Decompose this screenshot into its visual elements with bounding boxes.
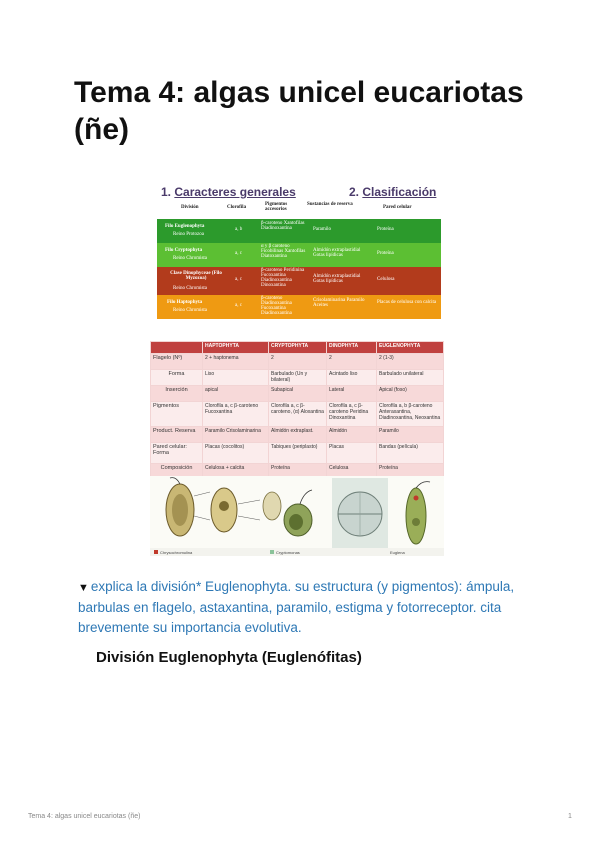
table-row-label: Product. Reserva [151,427,203,443]
characteristics-row [157,295,441,319]
toggle-text: explica la división* Euglenophyta. su estructura (y pigmentos): ámpula, barbulas en flagelo, astaxantina, paramilo, estigma y fotorreceptor. cita brevemente su importancia evolutiva. [78,579,515,635]
footer-page-number: 1 [568,813,572,820]
division-name: Filo Haptophyta [167,300,203,305]
table-row-label: Flagelo (Nº) [151,354,203,370]
table-cell: Lateral [327,386,377,402]
table-row [151,402,444,427]
table-header-cell [151,342,203,354]
caption-left: Chrysochromulina [160,550,193,555]
division-group: Reino Protozoa [173,232,204,237]
characteristics-row [157,243,441,267]
comparison-table-figure [150,341,443,475]
heading-text: Clasificación [362,185,437,199]
algae-illustrations [150,476,444,556]
pigments: β-caroteno Xantofilas Diadinoxantina [261,221,305,231]
characteristics-column-headers [157,202,441,218]
column-header: Pared celular [383,205,412,210]
division-name: Filo Cryptophyta [165,248,203,253]
cell-wall: Proteína [377,227,394,232]
caption-middle: Cryptomonas [276,550,300,555]
chlorophyll: a, c [235,251,242,256]
table-cell: Subapical [269,386,327,402]
table-row [151,370,444,386]
cell-wall: Celulosa [377,277,395,282]
caption-right: Euglena [390,550,405,555]
cell-wall: Placas de celulosa con calcita [377,300,437,305]
question-toggle[interactable] [78,577,548,638]
column-header: Sustancias de reserva [307,202,353,207]
table-row-label: Pigmentos [151,402,203,427]
table-cell: 2 [327,354,377,370]
table-header-cell: DINOPHYTA [327,342,377,354]
table-cell: 2 (1-3) [377,354,444,370]
table-cell: 2 + haptonema [203,354,269,370]
table-cell: Celulosa + calcita [203,464,269,480]
table-cell: Proteína [269,464,327,480]
table-row [151,427,444,443]
figure-heading-classification [349,185,436,199]
table-cell: Liso [203,370,269,386]
column-header: División [181,205,199,210]
pigments: β-caroteno Peridinina Fucoxantina Diadinoxantina Dinoxantina [261,268,305,288]
characteristics-row [157,267,441,295]
column-header: Pigmentos accesorios [265,202,288,212]
chlorophyll: a, b [235,227,243,232]
heading-text: Caracteres generales [174,185,296,199]
reserve: Paramilo [313,227,332,232]
table-cell: Celulosa [327,464,377,480]
pigments: β-caroteno Diadinoxantina Fucoxantina Diadinoxantina [261,296,292,316]
heading-number: 1. [161,185,172,199]
table-cell: Barbulado unilateral [377,370,444,386]
reserve: Crisolaminarina Paramilo Aceites [313,298,365,308]
table-cell: Clorofila a, c β-caroteno Fucoxantina [203,402,269,427]
comparison-table [150,341,444,480]
table-cell: 2 [269,354,327,370]
reserve: Almidón extraplastidial Gotas lipídicas [313,274,361,284]
reserve: Almidón extraplastidial Gotas lipídicas [313,248,361,258]
table-cell: apical [203,386,269,402]
table-cell: Paramilo Crisolaminarina [203,427,269,443]
division-group: Reino Chromista [173,308,208,313]
characteristics-figure [157,185,441,321]
pigments: α y β caroteno Ficobilinas Xantofilas Diatoxantina [261,244,306,259]
heading-number: 2. [349,185,360,199]
chlorophyll: a, c [235,277,242,282]
algae-illustrations-figure [150,476,444,556]
table-cell: Acintado liso [327,370,377,386]
cell-wall: Proteína [377,251,394,256]
table-cell: Clorofila a, c β-caroteno Peridina Dinoxantina [327,402,377,427]
table-cell: Placas (cocolitos) [203,443,269,464]
table-row-label: Composición [151,464,203,480]
table-cell: Clorofila a, b β-caroteno Anteraxantina, Diadinoxantina, Neoxantina [377,402,444,427]
cell-photo-right [332,478,388,550]
table-cell: Tabiques (periplasto) [269,443,327,464]
division-name: Clase Dinophyceae (Filo Myzozoa) [170,271,222,281]
table-cell: Proteína [377,464,444,480]
table-cell: Barbulado (Un y bilateral) [269,370,327,386]
triangle-down-icon[interactable]: ▼ [78,582,89,594]
table-cell: Almidón extraplast. [269,427,327,443]
table-row-label: Inserción [151,386,203,402]
table-row [151,443,444,464]
table-header-cell: HAPTOPHYTA [203,342,269,354]
table-header-cell: CRYPTOPHYTA [269,342,327,354]
column-header: Clorofila [227,205,247,210]
table-header-row [151,342,444,354]
division-group: Reino Chromista [173,286,208,291]
division-name: Filo Euglenophyta [165,224,205,229]
table-cell: Paramilo [377,427,444,443]
figure-heading-characteristics [161,185,296,199]
table-cell: Bandas (película) [377,443,444,464]
page-title: Tema 4: algas unicel eucariotas (ñe) [74,76,524,146]
table-cell: Placas [327,443,377,464]
characteristics-row [157,219,441,243]
division-group: Reino Chromista [173,256,208,261]
table-row [151,354,444,370]
chlorophyll: a, c [235,303,242,308]
footer-document-title: Tema 4: algas unicel eucariotas (ñe) [28,813,141,820]
table-cell: Apical (foso) [377,386,444,402]
table-cell: Clorofila a, c β-caroteno, (α) Aloxantina [269,402,327,427]
table-header-cell: EUGLENOPHYTA [377,342,444,354]
table-row-label: Forma [151,370,203,386]
section-heading: División Euglenophyta (Euglenófitas) [96,649,362,666]
table-cell: Almidón [327,427,377,443]
table-row-label: Pared celular: Forma [151,443,203,464]
table-row [151,386,444,402]
